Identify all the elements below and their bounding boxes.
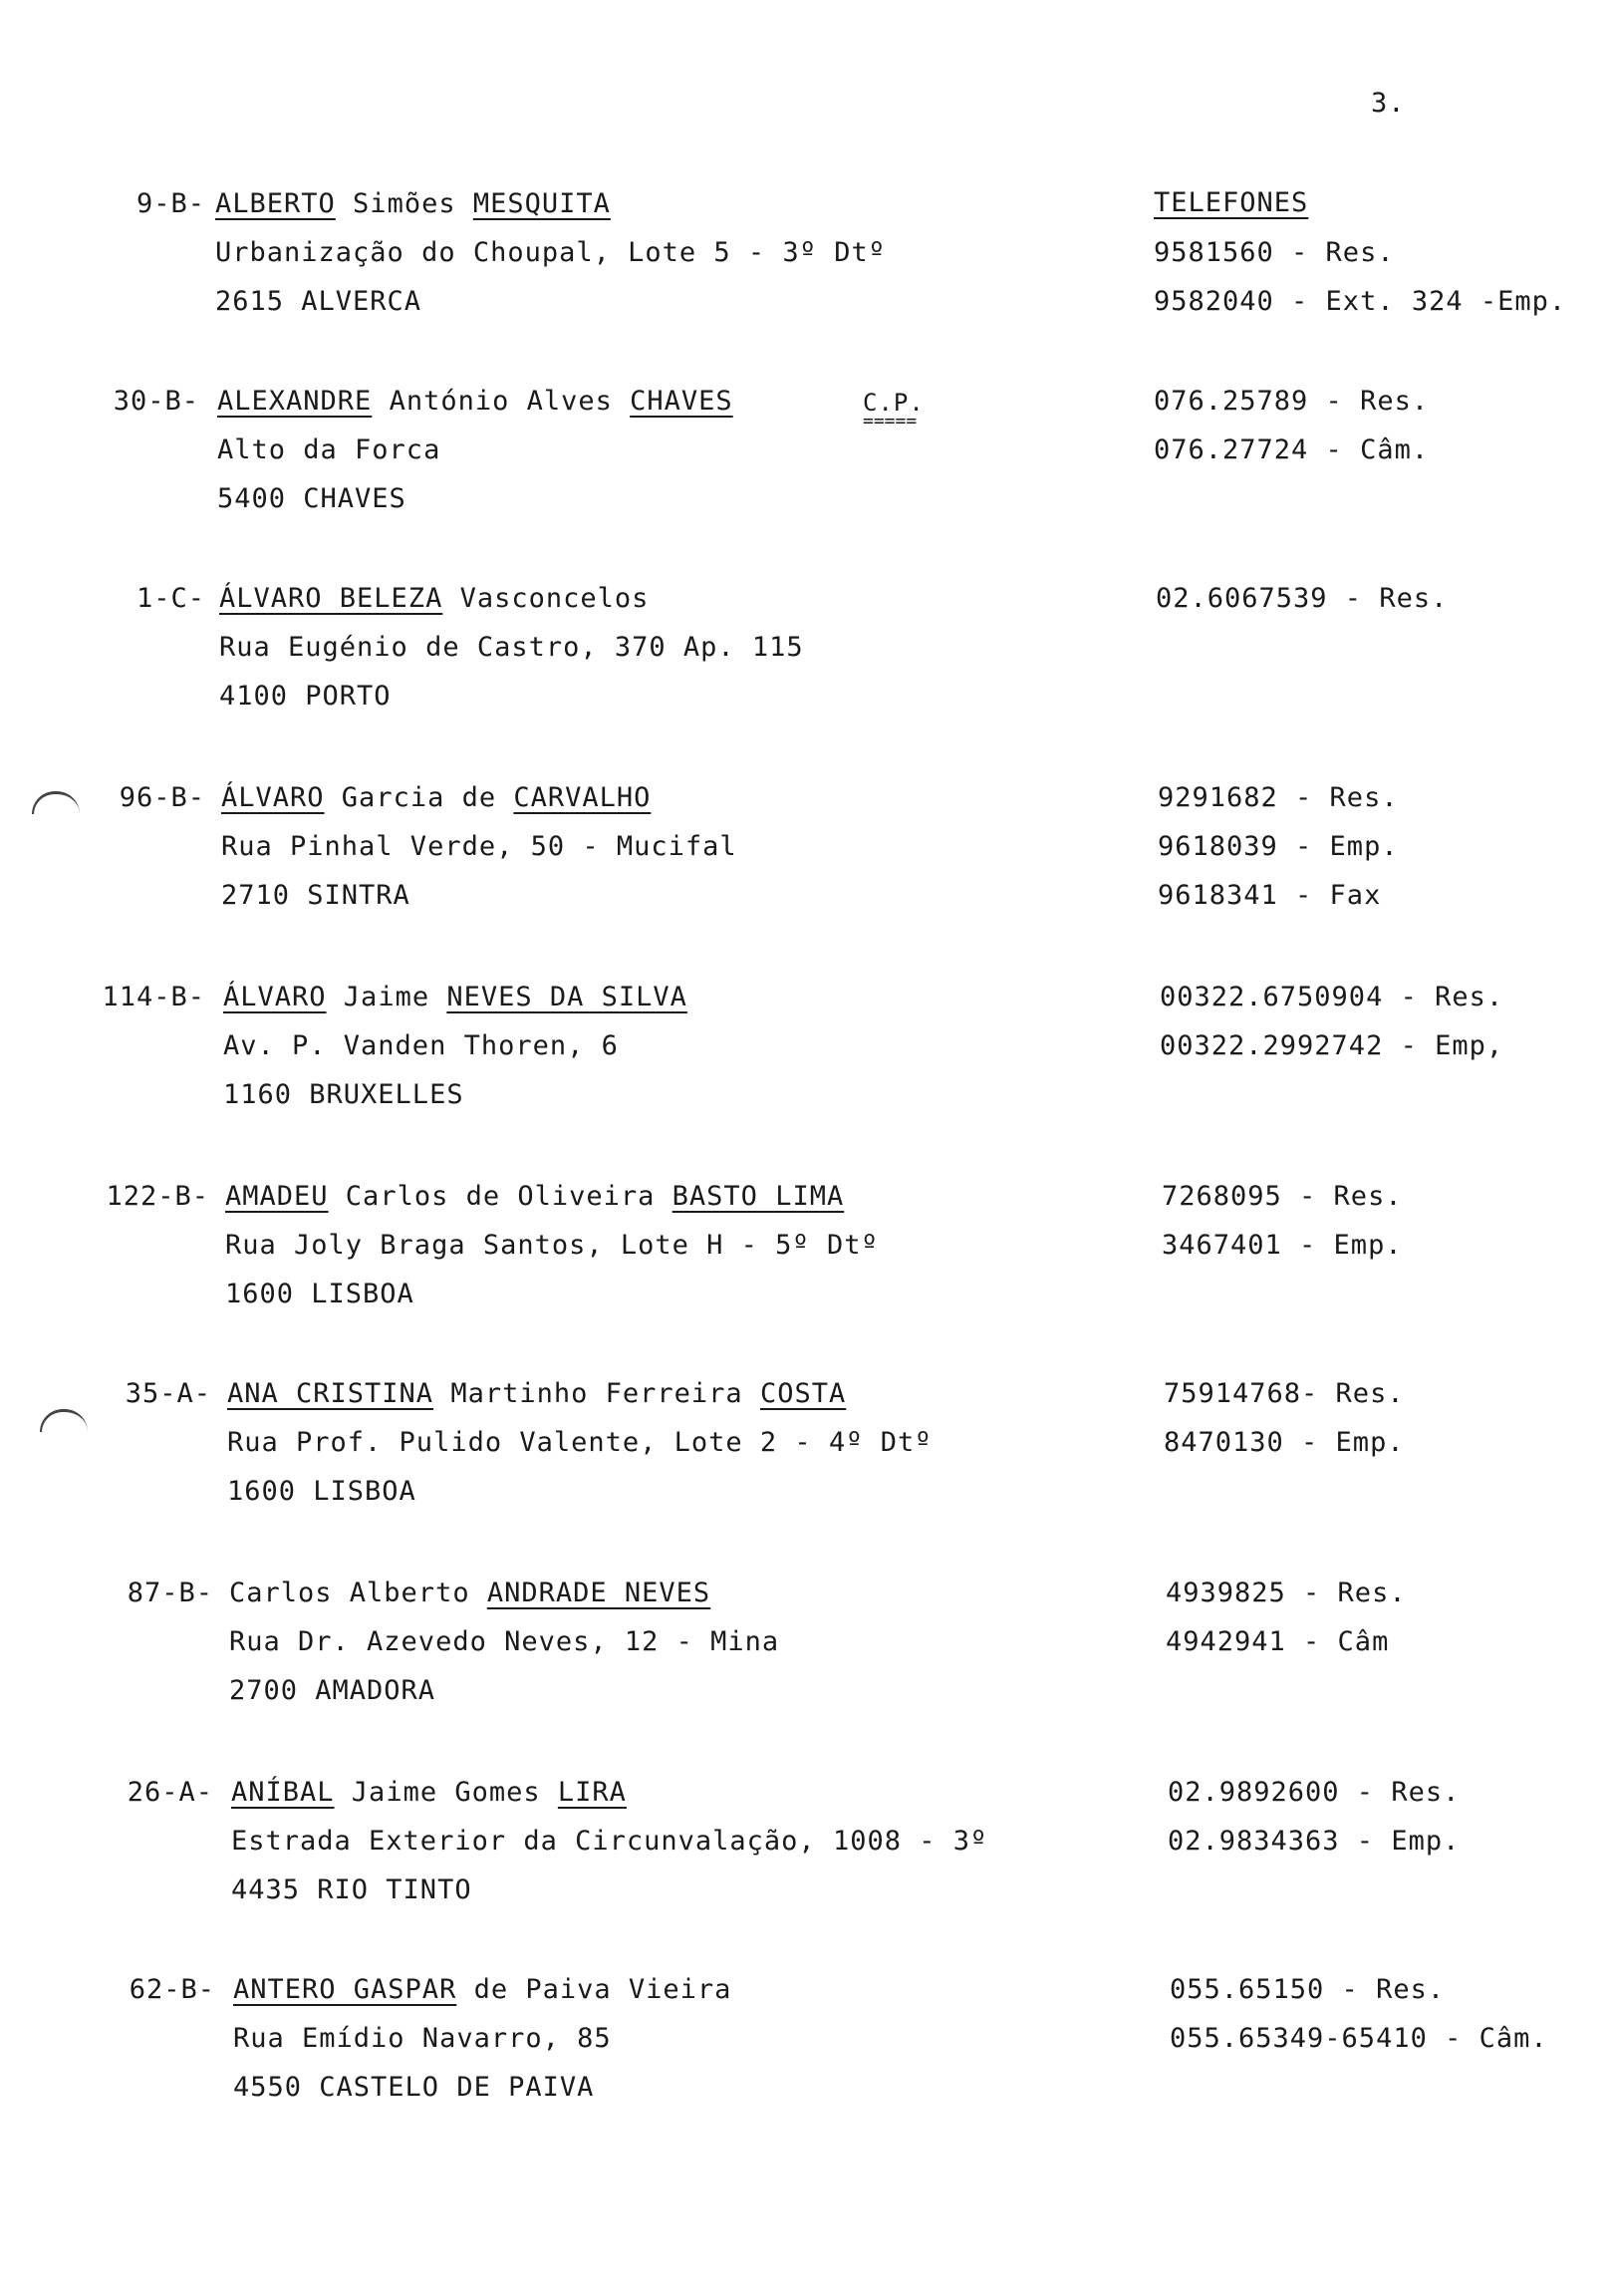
name-part: Martinho Ferreira xyxy=(433,1378,760,1409)
entry-address-line: Rua Eugénio de Castro, 370 Ap. 115 xyxy=(219,632,804,663)
entry-phone: 055.65150 - Res. xyxy=(1170,1974,1446,2005)
entry-address-line: Av. P. Vanden Thoren, 6 xyxy=(223,1030,619,1061)
entry-phone: 7268095 - Res. xyxy=(1162,1181,1403,1212)
name-part-underlined: ÁLVARO xyxy=(221,782,325,813)
entry-address-line: Rua Emídio Navarro, 85 xyxy=(233,2023,612,2054)
name-part-underlined: CHAVES xyxy=(630,386,733,417)
name-part: Jaime xyxy=(326,982,447,1012)
entry-address-line: Rua Joly Braga Santos, Lote H - 5º Dtº xyxy=(225,1230,879,1261)
name-part: Simões xyxy=(335,188,473,219)
telefones-header: TELEFONES xyxy=(1154,187,1309,218)
entry-address-line: 4435 RIO TINTO xyxy=(231,1874,472,1905)
entry-phone: 75914768- Res. xyxy=(1164,1378,1405,1409)
entry-id: 96-B- xyxy=(119,782,205,813)
entry-name xyxy=(223,981,687,1014)
entry-address-line: 2615 ALVERCA xyxy=(215,286,422,317)
entry-phone: 9618341 - Fax xyxy=(1158,880,1382,911)
entry-phone: 02.9892600 - Res. xyxy=(1168,1777,1461,1808)
name-part: de Paiva Vieira xyxy=(456,1974,732,2005)
name-part-underlined: LIRA xyxy=(557,1777,627,1808)
name-part: Carlos de Oliveira xyxy=(328,1181,672,1212)
name-part-underlined: ALBERTO xyxy=(215,188,336,219)
page-number: 3. xyxy=(1371,88,1406,119)
name-part-underlined: ANDRADE NEVES xyxy=(486,1578,711,1608)
entry-phone: 9581560 - Res. xyxy=(1154,237,1395,268)
entry-name xyxy=(225,1180,844,1214)
entry-address-line: Alto da Forca xyxy=(217,434,441,465)
entry-id: 1-C- xyxy=(135,583,205,614)
entry-id: 9-B- xyxy=(135,188,205,219)
name-part-underlined: ANTERO GASPAR xyxy=(233,1974,457,2005)
entry-address-line: 1600 LISBOA xyxy=(227,1476,416,1507)
entry-id: 26-A- xyxy=(127,1777,213,1808)
name-part: Carlos Alberto xyxy=(229,1578,487,1608)
name-part-underlined: ALEXANDRE xyxy=(217,386,373,417)
entry-name xyxy=(217,385,733,419)
entry-name xyxy=(215,187,611,221)
entry-name xyxy=(219,582,649,616)
entry-phone: 8470130 - Emp. xyxy=(1164,1427,1405,1458)
entry-address-line: 2700 AMADORA xyxy=(229,1675,436,1706)
entry-phone: 9582040 - Ext. 324 -Emp. xyxy=(1154,286,1567,317)
entry-address-line: Estrada Exterior da Circunvalação, 1008 - 3º xyxy=(231,1826,988,1857)
entry-name xyxy=(231,1776,627,1810)
name-part: António Alves xyxy=(372,386,631,417)
entry-name xyxy=(233,1973,731,2007)
entry-phone: 3467401 - Emp. xyxy=(1162,1230,1403,1261)
entry-name xyxy=(229,1577,710,1610)
scan-mark-icon xyxy=(40,1409,88,1432)
cp-label: C.P. xyxy=(863,389,925,417)
entry-id: 122-B- xyxy=(106,1181,209,1212)
entry-address-line: 5400 CHAVES xyxy=(217,483,406,514)
entry-address-line: 4550 CASTELO DE PAIVA xyxy=(233,2072,595,2103)
entry-id: 62-B- xyxy=(129,1974,215,2005)
entry-phone: 02.6067539 - Res. xyxy=(1156,583,1449,614)
name-part-underlined: BASTO LIMA xyxy=(671,1181,845,1212)
entry-id: 30-B- xyxy=(113,386,199,417)
name-part: Vasconcelos xyxy=(442,583,650,614)
cp-annotation xyxy=(863,391,925,429)
entry-address-line: Rua Prof. Pulido Valente, Lote 2 - 4º Dtº xyxy=(227,1427,933,1458)
entry-id: 87-B- xyxy=(127,1578,213,1608)
name-part: Jaime Gomes xyxy=(334,1777,558,1808)
entry-address-line: Rua Pinhal Verde, 50 - Mucifal xyxy=(221,831,737,862)
entry-phone: 4942941 - Câm xyxy=(1166,1626,1390,1657)
entry-phone: 076.27724 - Câm. xyxy=(1154,434,1430,465)
entry-address-line: 2710 SINTRA xyxy=(221,880,410,911)
entry-address-line: 1600 LISBOA xyxy=(225,1279,414,1309)
entry-phone: 055.65349-65410 - Câm. xyxy=(1170,2023,1548,2054)
entry-phone: 9618039 - Emp. xyxy=(1158,831,1399,862)
name-part-underlined: ÁLVARO xyxy=(223,982,327,1012)
name-part-underlined: NEVES DA SILVA xyxy=(446,982,687,1012)
name-part: Garcia de xyxy=(324,782,514,813)
name-part-underlined: CARVALHO xyxy=(513,782,652,813)
name-part-underlined: AMADEU xyxy=(225,1181,329,1212)
entry-phone: 9291682 - Res. xyxy=(1158,782,1399,813)
entry-phone: 00322.2992742 - Emp, xyxy=(1160,1030,1504,1061)
cp-rule: ===== xyxy=(863,411,918,431)
entry-id: 35-A- xyxy=(125,1378,211,1409)
entry-address-line: Urbanização do Choupal, Lote 5 - 3º Dtº xyxy=(215,237,886,268)
entry-name xyxy=(227,1377,846,1411)
entry-address-line: 1160 BRUXELLES xyxy=(223,1079,464,1110)
entry-phone: 02.9834363 - Emp. xyxy=(1168,1826,1461,1857)
entry-address-line: Rua Dr. Azevedo Neves, 12 - Mina xyxy=(229,1626,780,1657)
entry-phone: 4939825 - Res. xyxy=(1166,1578,1407,1608)
name-part-underlined: ÁLVARO BELEZA xyxy=(219,583,443,614)
entry-phone: 076.25789 - Res. xyxy=(1154,386,1430,417)
name-part-underlined: MESQUITA xyxy=(472,188,611,219)
entry-phone: 00322.6750904 - Res. xyxy=(1160,982,1504,1012)
name-part-underlined: ANÍBAL xyxy=(231,1777,335,1808)
entry-name xyxy=(221,781,651,815)
entry-id: 114-B- xyxy=(102,982,205,1012)
entry-address-line: 4100 PORTO xyxy=(219,681,392,712)
name-part-underlined: COSTA xyxy=(759,1378,847,1409)
name-part-underlined: ANA CRISTINA xyxy=(227,1378,434,1409)
